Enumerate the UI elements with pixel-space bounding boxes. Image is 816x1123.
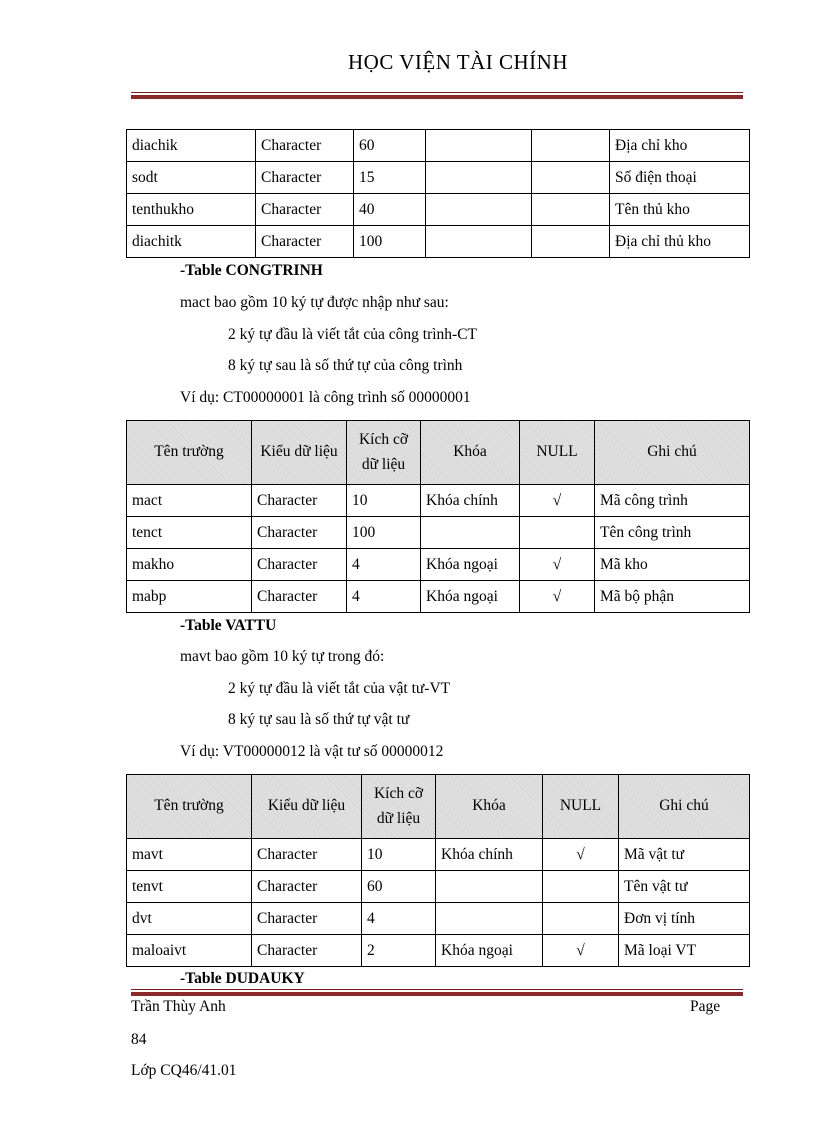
- footer-page-number: 84: [131, 1031, 147, 1048]
- table-cell: Khóa chính: [421, 485, 520, 517]
- table-cell: Khóa ngoại: [436, 935, 543, 967]
- table-row: [127, 549, 750, 581]
- table-cell: 15: [354, 162, 426, 194]
- table-cell: Character: [256, 194, 354, 226]
- column-header: Tên trường: [127, 421, 252, 485]
- page-header-title: HỌC VIỆN TÀI CHÍNH: [348, 50, 568, 74]
- column-header: Tên trường: [127, 775, 252, 839]
- footer-rule: [131, 989, 743, 996]
- table-row: [127, 517, 750, 549]
- table-cell: Character: [252, 839, 362, 871]
- congtrinh-line-2: 8 ký tự sau là số thứ tự của công trình: [228, 357, 463, 374]
- table-cell: [532, 130, 610, 162]
- table-cell: [543, 903, 619, 935]
- table-row: [127, 485, 750, 517]
- table-kho-continuation: [126, 129, 750, 258]
- column-header: NULL: [543, 775, 619, 839]
- table-cell: [426, 194, 532, 226]
- column-header: Kiểu dữ liệu: [252, 775, 362, 839]
- table-cell: Character: [252, 581, 347, 613]
- table-cell: tenthukho: [127, 194, 256, 226]
- table-cell: [543, 871, 619, 903]
- table-cell: 60: [362, 871, 436, 903]
- vattu-line-1: 2 ký tự đầu là viết tắt của vật tư-VT: [228, 680, 451, 697]
- footer-author: Trần Thùy Anh: [131, 998, 226, 1015]
- table-body: [127, 485, 750, 613]
- table-cell: Mã bộ phận: [595, 581, 750, 613]
- table-cell: Khóa ngoại: [421, 549, 520, 581]
- table-cell: √: [543, 839, 619, 871]
- table-cell: tenvt: [127, 871, 252, 903]
- table-cell: √: [520, 485, 595, 517]
- footer-page-label: Page: [690, 998, 721, 1015]
- table-cell: 4: [347, 549, 421, 581]
- congtrinh-intro: mact bao gồm 10 ký tự được nhập như sau:: [180, 294, 449, 311]
- table-cell: 60: [354, 130, 426, 162]
- table-row: [127, 871, 750, 903]
- table-cell: 4: [362, 903, 436, 935]
- table-row: [127, 903, 750, 935]
- table-cell: Số điện thoại: [610, 162, 750, 194]
- table-cell: [426, 162, 532, 194]
- table-header-row: [127, 775, 750, 839]
- table-cell: Mã công trình: [595, 485, 750, 517]
- table-cell: Tên công trình: [595, 517, 750, 549]
- table-cell: mabp: [127, 581, 252, 613]
- table-cell: [532, 226, 610, 258]
- table-cell: diachitk: [127, 226, 256, 258]
- table-cell: 10: [347, 485, 421, 517]
- table-cell: Character: [252, 903, 362, 935]
- table-cell: [520, 517, 595, 549]
- table-cell: 100: [347, 517, 421, 549]
- column-header: Ghi chú: [619, 775, 750, 839]
- table-cell: Character: [256, 130, 354, 162]
- column-header: NULL: [520, 421, 595, 485]
- table-cell: Mã loại VT: [619, 935, 750, 967]
- table-cell: Character: [252, 485, 347, 517]
- table-cell: diachik: [127, 130, 256, 162]
- table-body: [127, 130, 750, 258]
- table-row: [127, 130, 750, 162]
- table-cell: Character: [256, 226, 354, 258]
- table-cell: Character: [252, 935, 362, 967]
- table-cell: Mã vật tư: [619, 839, 750, 871]
- table-cell: Tên thủ kho: [610, 194, 750, 226]
- table-cell: sodt: [127, 162, 256, 194]
- table-row: [127, 226, 750, 258]
- table-cell: √: [543, 935, 619, 967]
- table-cell: mavt: [127, 839, 252, 871]
- table-cell: Mã kho: [595, 549, 750, 581]
- table-row: [127, 194, 750, 226]
- table-cell: [426, 130, 532, 162]
- table-cell: Địa chỉ thủ kho: [610, 226, 750, 258]
- table-body: [127, 839, 750, 967]
- table-cell: Địa chỉ kho: [610, 130, 750, 162]
- table-cell: [421, 517, 520, 549]
- column-header: Khóa: [436, 775, 543, 839]
- table-cell: dvt: [127, 903, 252, 935]
- table-cell: √: [520, 581, 595, 613]
- column-header: Ghi chú: [595, 421, 750, 485]
- table-row: [127, 162, 750, 194]
- table-cell: maloaivt: [127, 935, 252, 967]
- column-header: Kích cỡ dữ liệu: [362, 775, 436, 839]
- table-cell: Đơn vị tính: [619, 903, 750, 935]
- section-heading-dudauky: -Table DUDAUKY: [180, 970, 305, 987]
- column-header: Kiểu dữ liệu: [252, 421, 347, 485]
- table-cell: 10: [362, 839, 436, 871]
- column-header: Kích cỡ dữ liệu: [347, 421, 421, 485]
- table-vattu: [126, 774, 750, 967]
- vattu-line-2: 8 ký tự sau là số thứ tự vật tư: [228, 711, 410, 728]
- table-row: [127, 839, 750, 871]
- table-cell: mact: [127, 485, 252, 517]
- table-cell: Character: [252, 517, 347, 549]
- table-cell: 40: [354, 194, 426, 226]
- vattu-intro: mavt bao gồm 10 ký tự trong đó:: [180, 648, 385, 665]
- table-cell: Khóa chính: [436, 839, 543, 871]
- table-cell: tenct: [127, 517, 252, 549]
- section-heading-congtrinh: -Table CONGTRINH: [180, 262, 323, 279]
- table-congtrinh: [126, 420, 750, 613]
- congtrinh-line-1: 2 ký tự đầu là viết tắt của công trình-CT: [228, 326, 478, 343]
- table-cell: [436, 871, 543, 903]
- table-cell: makho: [127, 549, 252, 581]
- table-cell: √: [520, 549, 595, 581]
- table-cell: [532, 194, 610, 226]
- table-header-row: [127, 421, 750, 485]
- table-cell: 2: [362, 935, 436, 967]
- table-cell: 4: [347, 581, 421, 613]
- header-rule: [131, 92, 743, 99]
- table-cell: [426, 226, 532, 258]
- table-cell: Khóa ngoại: [421, 581, 520, 613]
- vattu-example: Ví dụ: VT00000012 là vật tư số 00000012: [180, 743, 444, 760]
- table-cell: 100: [354, 226, 426, 258]
- column-header: Khóa: [421, 421, 520, 485]
- table-row: [127, 581, 750, 613]
- congtrinh-example: Ví dụ: CT00000001 là công trình số 00000001: [180, 389, 471, 406]
- table-cell: [532, 162, 610, 194]
- footer-class: Lớp CQ46/41.01: [131, 1062, 237, 1079]
- table-cell: Character: [252, 871, 362, 903]
- table-cell: Character: [252, 549, 347, 581]
- table-cell: Tên vật tư: [619, 871, 750, 903]
- table-row: [127, 935, 750, 967]
- section-heading-vattu: -Table VATTU: [180, 617, 277, 634]
- table-cell: Character: [256, 162, 354, 194]
- table-cell: [436, 903, 543, 935]
